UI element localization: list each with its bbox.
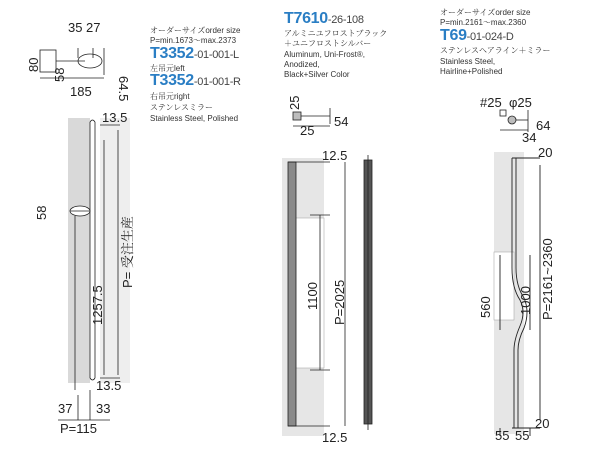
left-model-r-suffix: -01-001-R xyxy=(193,76,241,88)
left-model-r xyxy=(150,72,241,90)
left-hinge-left: 左吊元left xyxy=(150,64,185,73)
dim-37: 37 xyxy=(58,401,73,416)
dim-64: 64 xyxy=(536,118,551,133)
dim-1000: 1000 xyxy=(518,286,533,315)
dim-58-top: 58 xyxy=(52,67,67,82)
left-model-l-main: T3352 xyxy=(150,45,194,62)
left-material-jp: ステンレスミラー xyxy=(150,103,213,112)
dim-33: 33 xyxy=(96,401,111,416)
left-top-detail xyxy=(40,48,104,78)
middle-material-en1: Aluminum, Uni-Frost®, xyxy=(284,50,366,59)
right-top-detail xyxy=(500,110,528,132)
dim-12-5-top: 12.5 xyxy=(322,148,348,163)
dim-25-b: 25 xyxy=(300,123,315,138)
dim-p2161: P=2161~2360 xyxy=(540,238,555,320)
dim-55-a: 55 xyxy=(495,428,510,443)
right-center-block xyxy=(494,252,514,320)
dim-560: 560 xyxy=(478,296,493,318)
right-model xyxy=(440,27,514,45)
middle-model xyxy=(284,10,364,28)
left-material-en: Stainless Steel, Polished xyxy=(150,114,239,123)
middle-material-en2: Anodized, xyxy=(284,60,320,69)
dim-64-5: 64.5 xyxy=(116,76,131,102)
right-material-jp: ステンレスヘアライン＋ミラー xyxy=(440,46,551,55)
dim-34: 34 xyxy=(522,130,537,145)
dim-20-top: 20 xyxy=(538,145,553,160)
dim-27: 27 xyxy=(86,20,101,35)
right-order-size: オーダーサイズorder size xyxy=(440,8,531,17)
dim-58-mid: 58 xyxy=(34,205,49,220)
dim-80: 80 xyxy=(26,57,41,72)
dim-55-b: 55 xyxy=(515,428,530,443)
dim-20-bottom: 20 xyxy=(535,416,550,431)
dim-1257-5: 1257.5 xyxy=(90,285,105,325)
left-model-l-suffix: -01-001-L xyxy=(193,49,239,61)
right-material-en1: Stainless Steel, xyxy=(440,57,496,66)
middle-material-en3: Black+Silver Color xyxy=(284,70,350,79)
dim-p2025: P=2025 xyxy=(332,279,347,325)
right-range: P=min.2161～max.2360 xyxy=(440,18,527,27)
dim-185: 185 xyxy=(70,84,92,99)
dim-hash25: #25 xyxy=(480,95,502,110)
right-model-suffix: -01-024-D xyxy=(466,31,514,43)
middle-model-suffix: -26-108 xyxy=(327,14,364,26)
left-order-size: オーダーサイズorder size xyxy=(150,26,241,35)
dim-13-5-top: 13.5 xyxy=(102,110,128,125)
left-hinge-right: 右吊元right xyxy=(150,92,190,101)
dim-p115: P=115 xyxy=(60,421,97,436)
left-model-r-main: T3352 xyxy=(150,72,194,89)
dim-p-order: P= 受注生産 xyxy=(120,216,135,288)
middle-model-main: T7610 xyxy=(284,10,328,27)
right-model-main: T69 xyxy=(440,27,467,44)
dim-35: 35 xyxy=(68,20,83,35)
left-model-l xyxy=(150,45,239,63)
dim-12-5-bottom: 12.5 xyxy=(322,430,348,445)
dim-1100: 1100 xyxy=(305,282,320,310)
dim-phi25: φ25 xyxy=(509,95,532,110)
left-range: P=min.1673～max.2373 xyxy=(150,36,237,45)
dim-25-a: 25 xyxy=(287,95,302,110)
right-material-en2: Hairline+Polished xyxy=(440,67,503,76)
dim-13-5-bottom: 13.5 xyxy=(96,378,122,393)
middle-color-jp1: アルミニユフロストブラック xyxy=(284,29,388,38)
left-door-plate xyxy=(68,118,90,383)
middle-color-jp2: ＋ユニフロストシルバー xyxy=(284,39,372,48)
dim-54: 54 xyxy=(334,114,349,129)
